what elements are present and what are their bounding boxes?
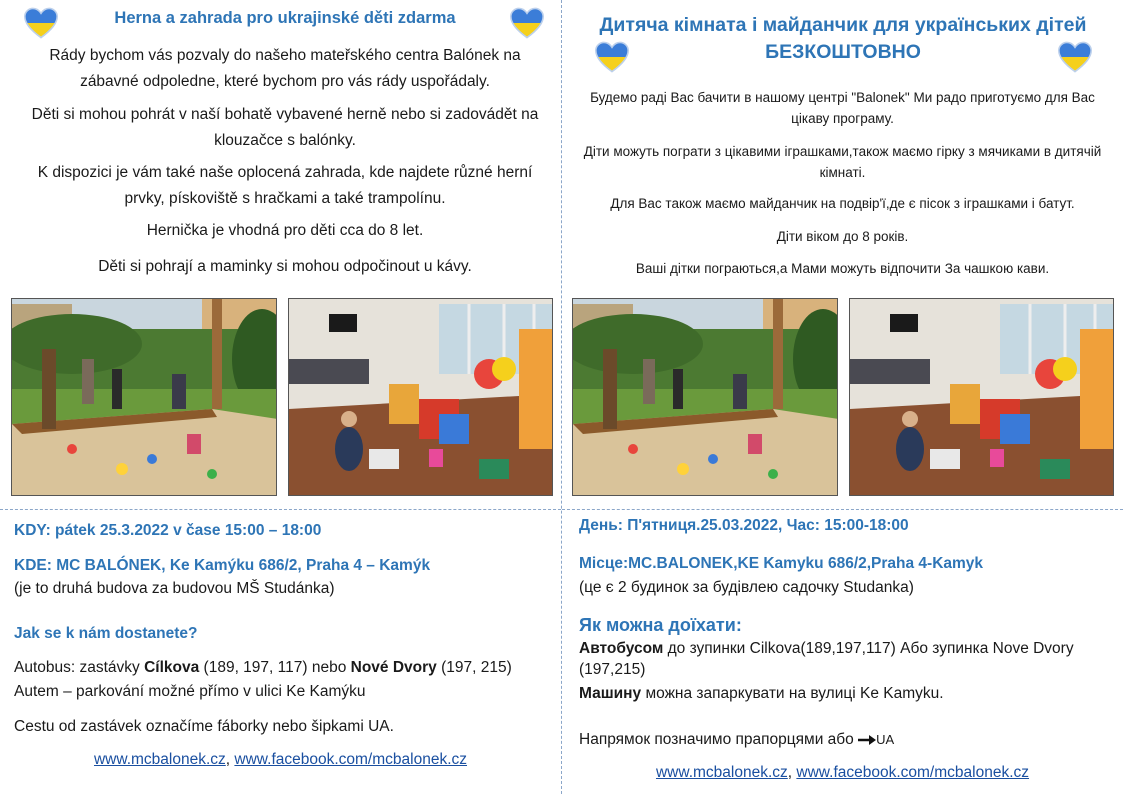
vertical-fold-line bbox=[561, 0, 562, 794]
ua-paragraph: Будемо раді Вас бачити в нашому центрі "Balonek" Ми радо приготуємо для Вас цікаву програму. bbox=[590, 90, 1095, 126]
cz-paragraph: K dispozici je vám také naše oplocená zahrada, kde najdete různé herní prvky, pískoviště s hračkami a také trampolínu. bbox=[37, 164, 533, 207]
horizontal-fold-line-right bbox=[562, 509, 1123, 510]
cz-where: KDE: MC BALÓNEK, Ke Kamýku 686/2, Praha 4 – Kamýk bbox=[14, 557, 431, 574]
cz-car-info: Autem – parkování možné přímo v ulici Ke Kamýku bbox=[14, 683, 366, 700]
arrow-right-icon bbox=[858, 735, 876, 745]
cz-bus-info: Autobus: zastávky Cílkova (189, 197, 117) nebo Nové Dvory (197, 215) bbox=[14, 659, 512, 676]
ua-title bbox=[565, 12, 1121, 66]
ua-paragraph: Ваші дітки пограються,а Мами можуть відпочити За чашкою кави. bbox=[635, 261, 1050, 276]
cz-paragraph: Rády bychom vás pozvaly do našeho mateřského centra Balónek na zábavné odpoledne, které bychom pro vás rády uspořádaly. bbox=[49, 47, 521, 90]
cz-links: www.mcbalonek.cz, www.facebook.com/mcbalonek.cz bbox=[93, 751, 468, 768]
cz-paragraph: Děti si mohou pohrát v naší bohatě vybavené herně nebo si zadovádět na klouzačce s balónky. bbox=[31, 106, 539, 149]
facebook-link[interactable]: www.facebook.com/mcbalonek.cz bbox=[234, 751, 468, 768]
cz-where-note: (je to druhá budova za budovou MŠ Studánka) bbox=[14, 580, 335, 597]
playroom-photo bbox=[288, 298, 553, 496]
ua-where: Місце:MC.BALONEK,KE Kamyku 686/2,Praha 4-Kamyk bbox=[579, 555, 984, 572]
website-link[interactable]: www.mcbalonek.cz bbox=[93, 751, 226, 768]
website-link[interactable]: www.mcbalonek.cz bbox=[655, 764, 788, 781]
ua-route-info: Напрямок позначимо прапорцями або UA bbox=[579, 731, 895, 748]
ua-title-line1: Дитяча кімната і майданчик для українських дітей bbox=[599, 14, 1087, 36]
garden-photo bbox=[11, 298, 277, 496]
facebook-link[interactable]: www.facebook.com/mcbalonek.cz bbox=[796, 764, 1030, 781]
cz-when: KDY: pátek 25.3.2022 v čase 15:00 – 18:00 bbox=[14, 522, 322, 539]
ua-car-info: Машину можна запаркувати на вулиці Ke Kamyku. bbox=[579, 685, 944, 702]
heart-icon-ukraine bbox=[508, 6, 546, 45]
ua-how-heading: Як можна доїхати: bbox=[579, 615, 742, 635]
bus-stop-nove-dvory: Nové Dvory bbox=[350, 659, 437, 676]
cz-title: Herna a zahrada pro ukrajinské děti zdarma bbox=[114, 9, 456, 27]
ua-links: www.mcbalonek.cz, www.facebook.com/mcbalonek.cz bbox=[655, 764, 1030, 781]
ua-bus-info: Автобусом до зупинки Cilkova(189,197,117) Або зупинка Nove Dvory (197,215) bbox=[579, 640, 1074, 678]
bus-stop-cilkova: Cílkova bbox=[144, 659, 200, 676]
ua-paragraph: Діти можуть пограти з цікавими іграшками,також маємо гірку з мячиками в дитячій кімнаті. bbox=[583, 144, 1102, 180]
cz-how-heading: Jak se k nám dostanete? bbox=[14, 625, 198, 642]
cz-paragraph: Děti si pohrají a maminky si mohou odpočinout u kávy. bbox=[98, 258, 472, 275]
ua-paragraph: Для Вас також маємо майданчик на подвір'ї,де є пісок з іграшками і батут. bbox=[610, 196, 1075, 211]
ua-title-line2: БЕЗКОШТОВНО bbox=[765, 41, 921, 63]
ua-paragraph: Діти віком до 8 років. bbox=[776, 229, 909, 244]
cz-route-info: Cestu od zastávek označíme fáborky nebo šipkami UA. bbox=[14, 718, 394, 735]
ua-where-note: (це є 2 будинок за будівлею садочку Studanka) bbox=[579, 579, 914, 596]
garden-photo bbox=[572, 298, 838, 496]
heart-icon-ukraine bbox=[22, 6, 60, 45]
ua-when: День: П'ятниця.25.03.2022, Час: 15:00-18:00 bbox=[579, 517, 909, 534]
horizontal-fold-line-left bbox=[0, 509, 561, 510]
playroom-photo bbox=[849, 298, 1114, 496]
cz-paragraph: Hernička je vhodná pro děti cca do 8 let. bbox=[146, 222, 424, 239]
